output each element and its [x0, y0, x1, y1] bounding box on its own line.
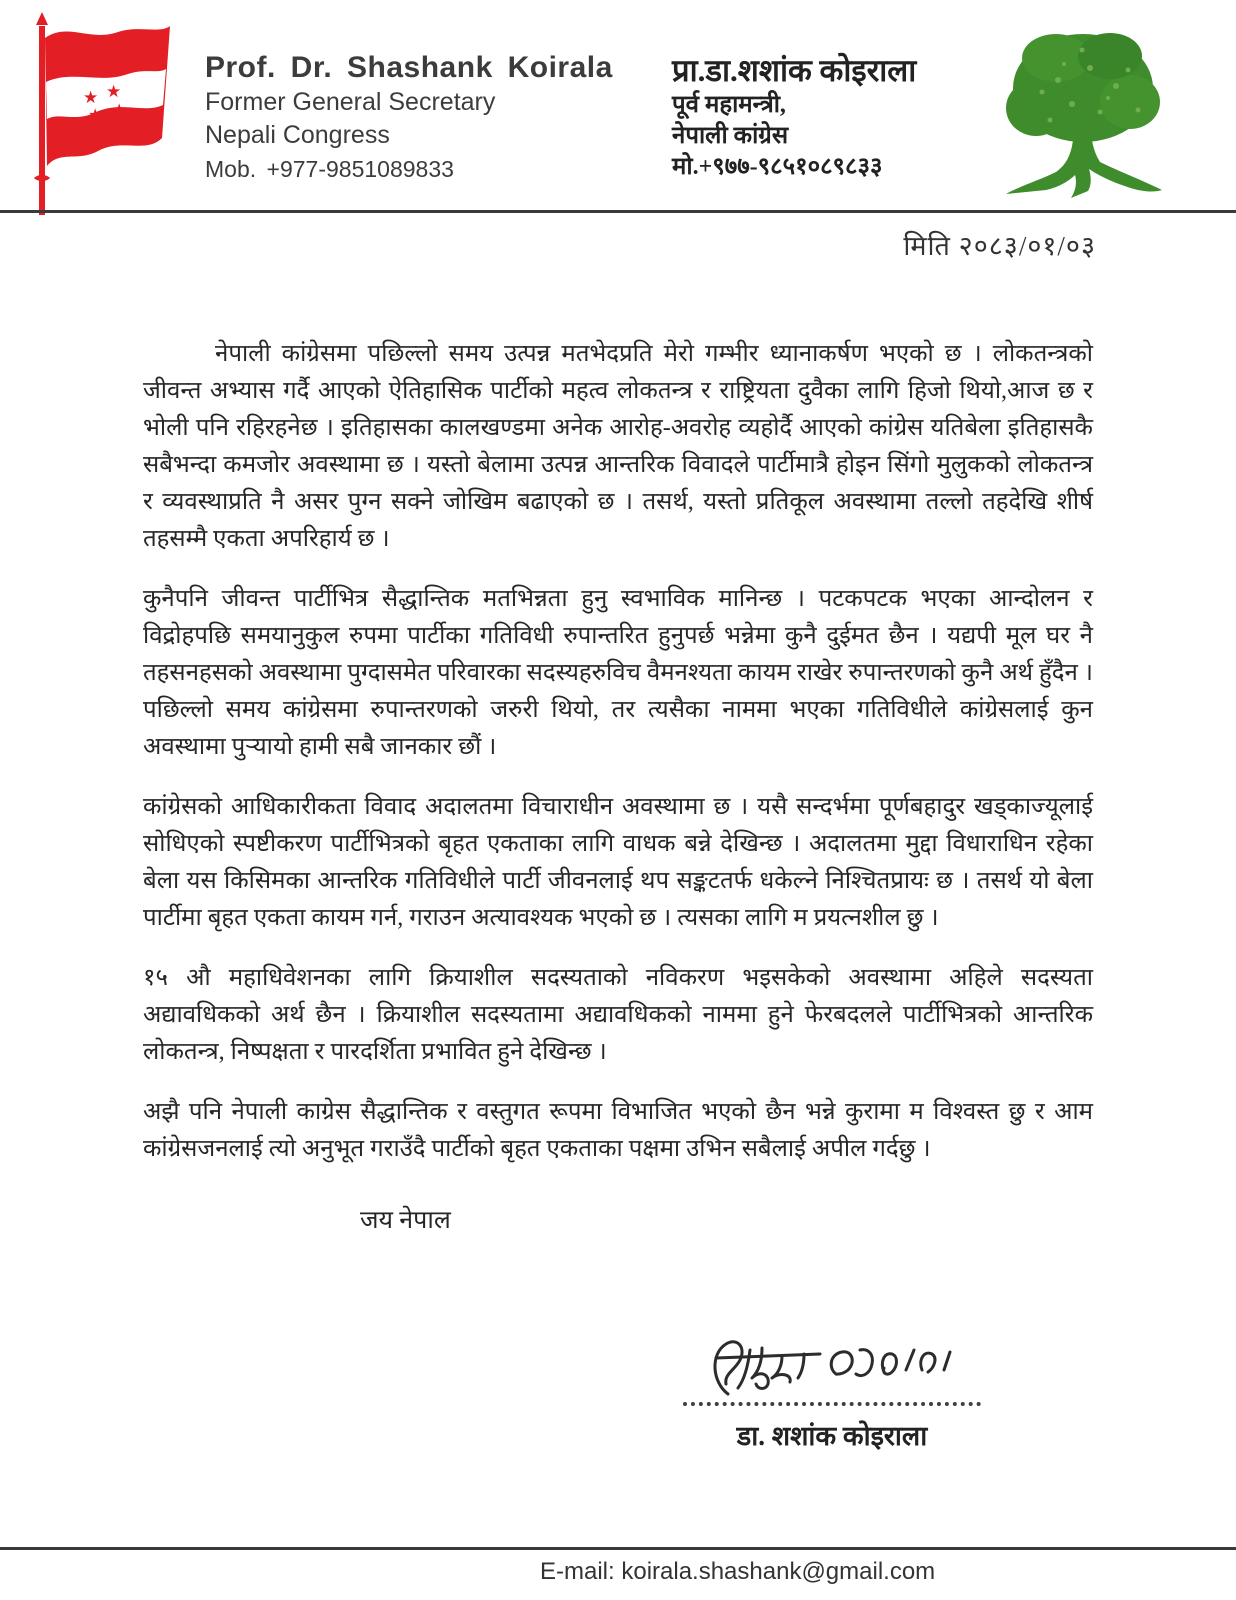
sender-mobile-english: Mob. +977-9851089833	[205, 156, 454, 182]
letterhead-divider	[0, 210, 1236, 213]
signature-block	[682, 1330, 982, 1453]
letterhead-nepali-block	[672, 52, 916, 183]
sender-title-english: Former General Secretary	[205, 88, 496, 116]
footer-email: E-mail: koirala.shashank@gmail.com	[540, 1558, 936, 1585]
paragraph-1: नेपाली कांग्रेसमा पछिल्लो समय उत्पन्न मतभेदप्रति मेरो गम्भीर ध्यानाकर्षण भएको छ । लोकतन्त्रको जीवन्त अभ्यास गर्दै आएको ऐतिहासिक पार्टीको महत्व लोकतन्त्र र राष्ट्रियता दुवैका लागि हिजो थियो,आज छ र भोली पनि रहिरहनेछ । इतिहासका कालखण्डमा अनेक आरोह-अवरोह व्यहोर्दै आएको कांग्रेस यतिबेला इतिहासकै सबैभन्दा कमजोर अवस्थामा छ । यस्तो बेलामा उत्पन्न आन्तरिक विवादले पार्टीमात्रै होइन सिंगो मुलुकको लोकतन्त्र र व्यवस्थाप्रति नै असर पुग्न सक्ने जोखिम बढाएको छ । तसर्थ, यस्तो प्रतिकूल अवस्थामा तल्लो तहदेखि शीर्ष तहसम्मै एकता अपरिहार्य छ ।	[143, 341, 1093, 552]
tree-icon	[998, 20, 1168, 210]
sender-org-nepali: नेपाली कांग्रेस	[672, 123, 789, 149]
paragraph-5: अझै पनि नेपाली काग्रेस सैद्धान्तिक र वस्तुगत रूपमा विभाजित भएको छैन भन्ने कुरामा म विश्वस्त छु र आम कांग्रेसजनलाई त्यो अनुभूत गराउँदै पार्टीको बृहत एकताका पक्षमा उभिन सबैलाई अपील गर्दछु ।	[143, 1099, 1093, 1162]
paragraph-2: कुनैपनि जीवन्त पार्टीभित्र सैद्धान्तिक मतभिन्नता हुनु स्वभाविक मानिन्छ । पटकपटक भएका आन्दोलन र विद्रोहपछि समयानुकुल रुपमा पार्टीका गतिविधी रुपान्तरित हुनुपर्छ भन्नेमा कुनै दुईमत छैन । यद्यपी मूल घर नै तहसनहसको अवस्थामा पुग्दासमेत परिवारका सदस्यहरुविच वैमनश्यता कायम राखेर रुपान्तरणको कुनै अर्थ हुँदैन । पछिल्लो समय कांग्रेसमा रुपान्तरणको जरुरी थियो, तर त्यसैका नाममा भएका गतिविधीले कांग्रेसलाई कुन अवस्थामा पुऱ्यायो हामी सबै जानकार छौं ।	[143, 586, 1093, 760]
footer-divider	[0, 1547, 1236, 1550]
sender-title-nepali: पूर्व महामन्त्री,	[672, 92, 786, 118]
signature-name: डा. शशांक कोइराला	[736, 1421, 928, 1451]
svg-text:★: ★	[83, 88, 99, 108]
svg-text:★: ★	[88, 105, 103, 124]
paragraph-3: कांग्रेसको आधिकारीकता विवाद अदालतमा विचाराधीन अवस्थामा छ । यसै सन्दर्भमा पूर्णबहादुर खड्काज्यूलाई सोधिएको स्पष्टीकरण पार्टीभित्रको बृहत एकताका लागि वाधक बन्ने देखिन्छ । अदालतमा मुद्दा विधाराधिन रहेका बेला यस किसिमका आन्तरिक गतिविधीले पार्टी जीवनलाई थप सङ्कटतर्फ धकेल्ने निश्चितप्रायः छ । तसर्थ यो बेला पार्टीमा बृहत एकता कायम गर्न, गराउन अत्यावश्यक भएको छ । त्यसका लागि म प्रयत्नशील छु ।	[143, 794, 1093, 931]
sender-name-english: Prof. Dr. Shashank Koirala	[205, 51, 613, 84]
letterhead-english-block	[205, 50, 613, 186]
paragraph-4: १५ औ महाधिवेशनका लागि क्रियाशील सदस्यताको नविकरण भइसकेको अवस्थामा अहिले सदस्यता अद्यावधिकको अर्थ छैन । क्रियाशील सदस्यतामा अद्यावधिकको नाममा हुने फेरबदलले पार्टीभित्रको आन्तरिक लोकतन्त्र, निष्पक्षता र पारदर्शिता प्रभावित हुने देखिन्छ ।	[143, 965, 1093, 1065]
date-line: मिति २०८३/०१/०३	[903, 231, 1096, 261]
handwritten-signature-icon	[702, 1330, 962, 1408]
svg-text:★: ★	[112, 100, 127, 119]
signature-dotted-line	[683, 1402, 981, 1406]
letter-body	[143, 336, 1093, 1239]
sender-mobile-nepali: मो.+९७७-९८५१०८९८३३	[672, 154, 883, 180]
closing-salute: जय नेपाल	[360, 1207, 451, 1234]
sender-org-english: Nepali Congress	[205, 121, 390, 149]
nepali-congress-flag-icon	[28, 10, 178, 215]
svg-text:★: ★	[106, 82, 122, 102]
sender-name-nepali: प्रा.डा.शशांक कोइराला	[672, 53, 917, 88]
